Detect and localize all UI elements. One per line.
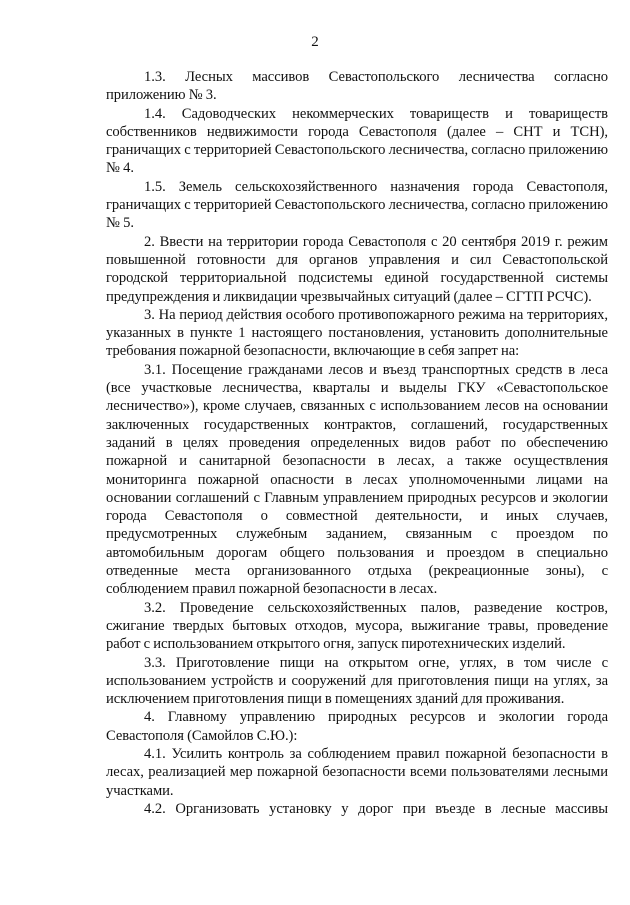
paragraph-2: 2. Ввести на территории города Севастополя с 20 сентября 2019 г. режим повышенной готовности для органов управления и сил Севастопольской городской территориальной подсистемы единой государственной системы предупреждения и ликвидации чрезвычайных ситуаций (далее – СГТП РСЧС). — [106, 233, 608, 305]
paragraph-4: 4. Главному управлению природных ресурсов и экологии города Севастополя (Самойлов С.Ю.): — [106, 709, 608, 744]
paragraph-4-2: 4.2. Организовать установку у дорог при въезде в лесные массивы — [144, 800, 608, 817]
paragraph-3-1: 3.1. Посещение гражданами лесов и въезд транспортных средств в леса (все участковые лесничества, кварталы и выделы ГКУ «Севастопольское лесничество»), кроме случаев, связанных с использованием лесов на основании заключенных государственных контрактов, соглашений, государственных заданий в целях проведения определенных видов работ по обеспечению пожарной и санитарной безопасности в лесах, а также осуществления мониторинга пожарной опасности в лесах уполномоченными лицами на основании соглашений с Главным управлением природных ресурсов и экологии города Севастополя о совместной деятельности, и иных случаев, предусмотренных служебным заданием, связанным с проездом по автомобильным дорогам общего пользования и проездом в специально отведенные места организованного отдыха (рекреационные зоны), с соблюдением правил пожарной безопасности в лесах. — [106, 361, 608, 598]
paragraph-3-3: 3.3. Приготовление пищи на открытом огне, углях, в том числе с использованием устройств и сооружений для приготовления пищи на углях, за исключением приготовления пищи в помещениях зданий для проживания. — [106, 654, 608, 708]
paragraph-4-1: 4.1. Усилить контроль за соблюдением правил пожарной безопасности в лесах, реализацией мер пожарной безопасности всеми пользователями лесными участками. — [106, 745, 608, 799]
paragraph-1-3: 1.3. Лесных массивов Севастопольского лесничества согласно приложению № 3. — [106, 69, 608, 104]
paragraph-1-5: 1.5. Земель сельскохозяйственного назначения города Севастополя, граничащих с территорией Севастопольского лесничества, согласно приложению № 5. — [106, 178, 608, 232]
page-number: 2 — [311, 34, 319, 50]
document-body — [106, 68, 608, 818]
paragraph-3: 3. На период действия особого противопожарного режима на территориях, указанных в пункте 1 настоящего постановления, установить дополнительные требования пожарной безопасности, включающие в себя запрет на: — [106, 306, 608, 360]
paragraph-3-2: 3.2. Проведение сельскохозяйственных палов, разведение костров, сжигание твердых бытовых отходов, мусора, выжигание травы, проведение работ с использованием открытого огня, запуск пиротехнических изделий. — [106, 599, 608, 653]
paragraph-1-4: 1.4. Садоводческих некоммерческих товариществ и товариществ собственников недвижимости города Севастополя (далее – СНТ и ТСН), граничащих с территорией Севастопольского лесничества, согласно приложению № 4. — [106, 105, 608, 177]
